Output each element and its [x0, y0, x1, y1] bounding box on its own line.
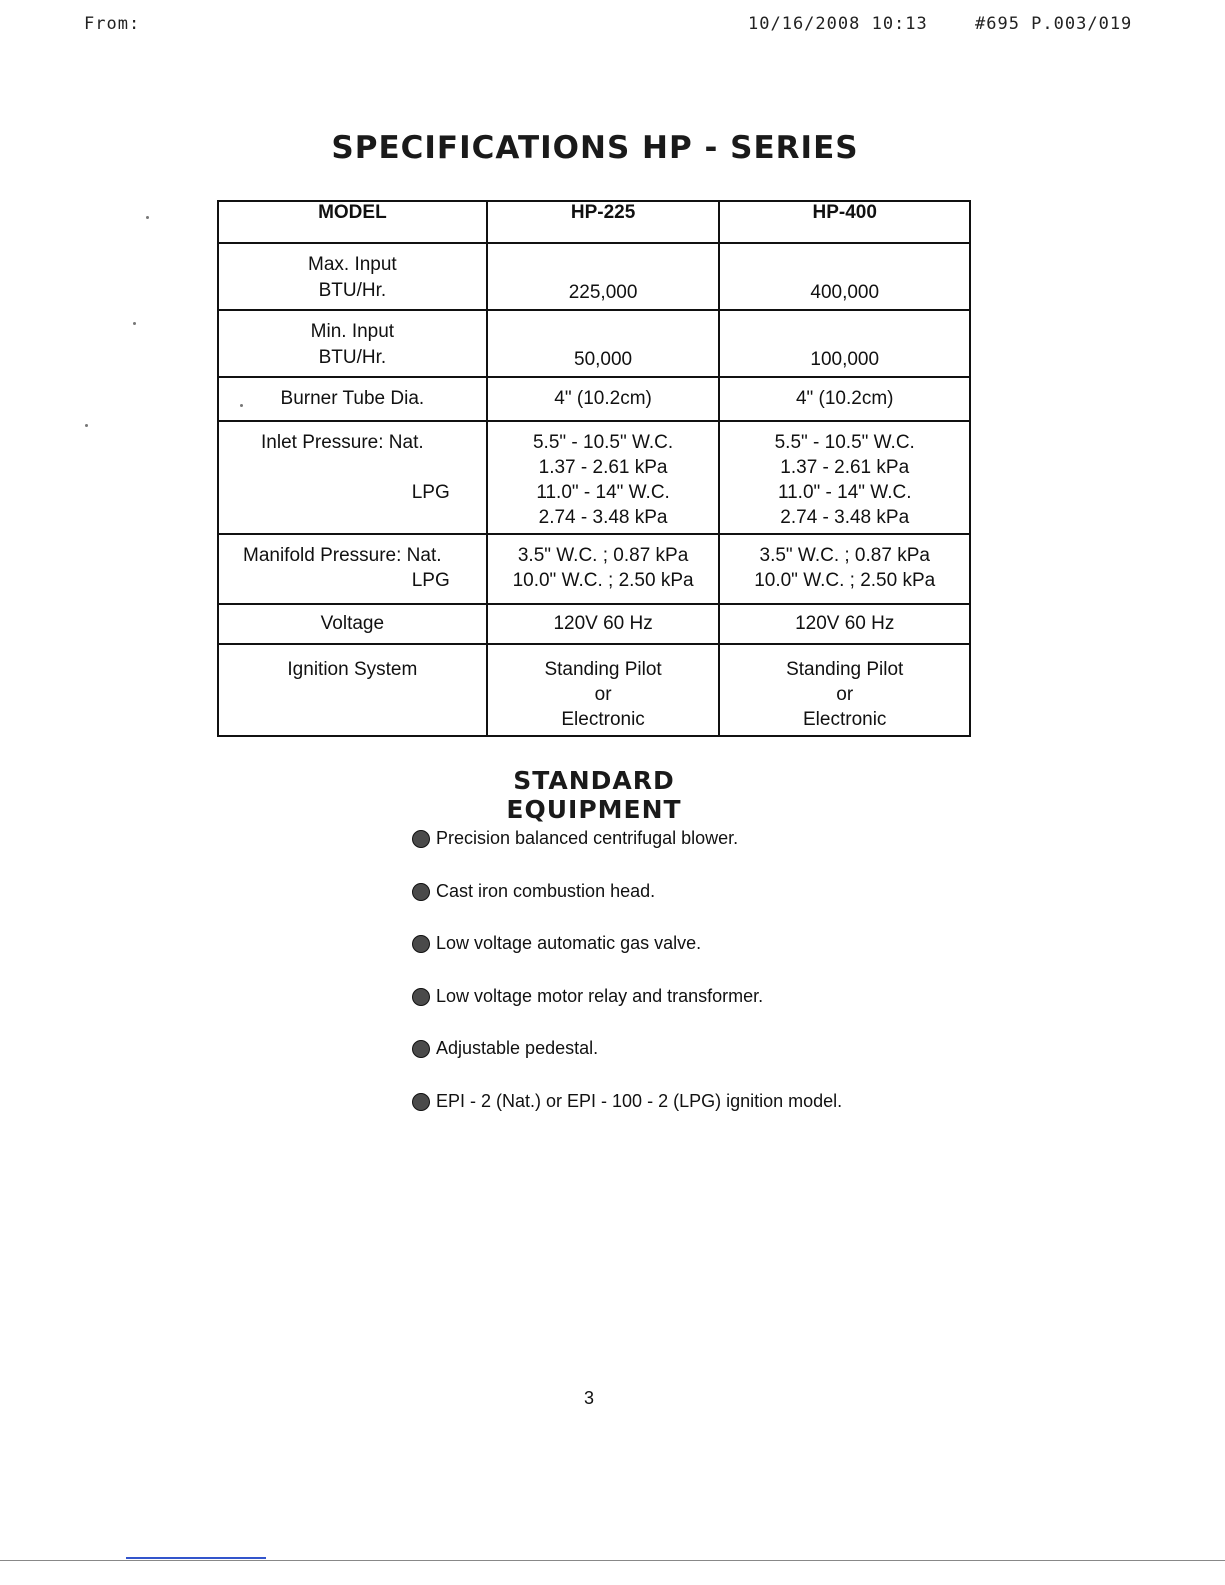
- header-hp400: HP-400: [719, 201, 970, 243]
- bullet-icon: [412, 883, 430, 901]
- list-item: [412, 828, 842, 881]
- table-row-max-input: [218, 243, 970, 310]
- ignition-hp400-line: or: [836, 684, 854, 705]
- standard-equipment-list: [412, 828, 842, 1143]
- manifold-hp225-line: 10.0" W.C. ; 2.50 kPa: [512, 570, 694, 591]
- header-hp225: HP-225: [487, 201, 720, 243]
- page-number: 3: [584, 1388, 595, 1408]
- list-item: [412, 933, 842, 986]
- value-min-input-hp400: 100,000: [719, 310, 970, 377]
- label-manifold-pressure: Manifold Pressure: Nat.: [243, 545, 442, 566]
- list-item: [412, 986, 842, 1039]
- list-item-text: Low voltage automatic gas valve.: [436, 933, 702, 953]
- bullet-icon: [412, 988, 430, 1006]
- value-burner-hp400: 4" (10.2cm): [719, 377, 970, 421]
- label-ignition-system: Ignition System: [218, 644, 487, 736]
- fax-from: From:: [84, 14, 141, 34]
- list-item-text: Cast iron combustion head.: [436, 880, 656, 901]
- fax-header: [0, 14, 1225, 38]
- label-max-input: Max. Input: [308, 254, 397, 275]
- ignition-hp225-line: Electronic: [561, 709, 645, 730]
- value-max-input-hp225: 225,000: [487, 243, 720, 310]
- inlet-hp225-line: 5.5" - 10.5" W.C.: [532, 432, 674, 453]
- bullet-icon: [412, 830, 430, 848]
- table-row-manifold-pressure: [218, 534, 970, 604]
- inlet-hp400-line: 2.74 - 3.48 kPa: [780, 507, 910, 528]
- manifold-hp400-line: 10.0" W.C. ; 2.50 kPa: [754, 570, 936, 591]
- list-item-text: EPI - 2 (Nat.) or EPI - 100 - 2 (LPG) ignition model.: [436, 1090, 843, 1111]
- specifications-table: [217, 200, 971, 737]
- value-voltage-hp400: 120V 60 Hz: [719, 604, 970, 644]
- value-max-input-hp400: 400,000: [719, 243, 970, 310]
- inlet-hp225-line: 11.0" - 14" W.C.: [536, 482, 670, 503]
- scan-speck: [133, 322, 136, 325]
- inlet-hp225-line: 1.37 - 2.61 kPa: [538, 457, 668, 478]
- label-max-input-unit: BTU/Hr.: [318, 280, 387, 301]
- standard-equipment-heading: STANDARD EQUIPMENT: [506, 766, 682, 824]
- label-manifold-lpg: LPG: [411, 570, 450, 591]
- ignition-hp225-line: or: [594, 684, 612, 705]
- table-row-burner: [218, 377, 970, 421]
- page-title: SPECIFICATIONS HP - SERIES: [331, 130, 859, 166]
- ignition-hp225-line: Standing Pilot: [544, 659, 662, 680]
- list-item-text: Adjustable pedestal.: [436, 1038, 599, 1058]
- label-min-input: Min. Input: [310, 321, 395, 342]
- scan-speck: [85, 424, 88, 427]
- inlet-hp400-line: 5.5" - 10.5" W.C.: [774, 432, 915, 453]
- table-row-min-input: [218, 310, 970, 377]
- table-row-ignition: [218, 644, 970, 736]
- table-row-inlet-pressure: [218, 421, 970, 534]
- bullet-icon: [412, 1093, 430, 1111]
- label-burner-tube: Burner Tube Dia.: [218, 377, 487, 421]
- table-row-voltage: [218, 604, 970, 644]
- scan-speck: [240, 404, 243, 407]
- list-item-text: Precision balanced centrifugal blower.: [436, 828, 739, 848]
- fax-datetime: 10/16/2008 10:13: [748, 14, 928, 34]
- bottom-underline-mark: [126, 1557, 266, 1559]
- label-inlet-lpg: LPG: [411, 482, 450, 503]
- bottom-divider: [0, 1560, 1225, 1561]
- label-voltage: Voltage: [218, 604, 487, 644]
- list-item: [412, 1038, 842, 1091]
- value-voltage-hp225: 120V 60 Hz: [487, 604, 720, 644]
- list-item: [412, 881, 842, 934]
- ignition-hp400-line: Standing Pilot: [786, 659, 904, 680]
- list-item-text: Low voltage motor relay and transformer.: [436, 985, 764, 1006]
- scan-speck: [146, 216, 149, 219]
- list-item: [412, 1091, 842, 1144]
- label-min-input-unit: BTU/Hr.: [318, 347, 387, 368]
- value-burner-hp225: 4" (10.2cm): [487, 377, 720, 421]
- inlet-hp400-line: 1.37 - 2.61 kPa: [780, 457, 910, 478]
- ignition-hp400-line: Electronic: [803, 709, 887, 730]
- bullet-icon: [412, 1040, 430, 1058]
- inlet-hp400-line: 11.0" - 14" W.C.: [777, 482, 912, 503]
- value-min-input-hp225: 50,000: [487, 310, 720, 377]
- bullet-icon: [412, 935, 430, 953]
- label-inlet-pressure: Inlet Pressure: Nat.: [261, 432, 424, 453]
- header-model: MODEL: [218, 201, 487, 243]
- table-header-row: [218, 201, 970, 243]
- manifold-hp225-line: 3.5" W.C. ; 0.87 kPa: [517, 545, 689, 566]
- inlet-hp225-line: 2.74 - 3.48 kPa: [538, 507, 668, 528]
- fax-page-number: #695 P.003/019: [975, 14, 1133, 34]
- manifold-hp400-line: 3.5" W.C. ; 0.87 kPa: [759, 545, 930, 566]
